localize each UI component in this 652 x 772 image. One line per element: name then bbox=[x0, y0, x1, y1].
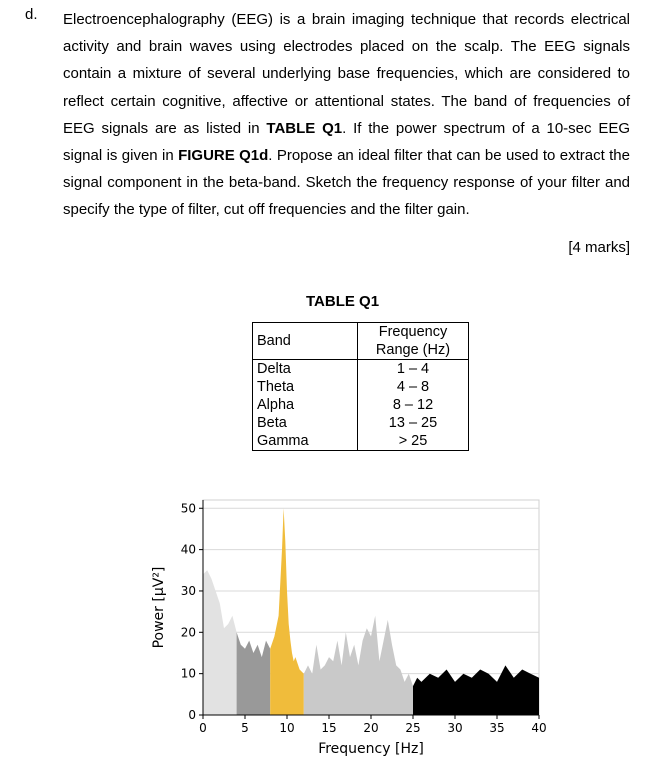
table-header-row bbox=[253, 323, 469, 360]
band-cell: Beta bbox=[253, 414, 358, 432]
x-tick-label: 35 bbox=[489, 721, 505, 735]
table-row bbox=[253, 432, 469, 451]
header-range bbox=[358, 323, 469, 360]
table-reference: TABLE Q1 bbox=[266, 119, 343, 137]
x-tick-label: 15 bbox=[321, 721, 337, 735]
x-tick-labels bbox=[199, 715, 546, 735]
range-cell: 4 – 8 bbox=[358, 378, 469, 396]
y-tick-label: 10 bbox=[180, 666, 196, 681]
table-title: TABLE Q1 bbox=[306, 293, 380, 310]
y-tick-label: 0 bbox=[188, 708, 196, 722]
x-tick-label: 40 bbox=[531, 721, 547, 735]
x-tick-label: 5 bbox=[241, 721, 249, 735]
power-spectrum-chart bbox=[140, 495, 560, 765]
y-tick-label: 20 bbox=[180, 625, 196, 640]
y-tick-labels bbox=[181, 501, 203, 722]
question-text bbox=[63, 6, 630, 224]
header-range-line1: Frequency bbox=[378, 324, 448, 340]
x-tick-label: 30 bbox=[447, 721, 463, 735]
x-tick-label: 0 bbox=[199, 721, 207, 735]
range-cell: 13 – 25 bbox=[358, 414, 469, 432]
table-row bbox=[253, 378, 469, 396]
x-tick-label: 10 bbox=[279, 721, 295, 735]
header-range-line2: Range (Hz) bbox=[375, 342, 451, 358]
question-label: d. bbox=[25, 6, 38, 23]
question-text-part: . Propose an ideal filter that can be used to extract the signal component in the beta-band. Sketch the frequency response of your filter and specify the type of filter, cut off frequencies and the filter gain. bbox=[63, 147, 630, 219]
range-cell: 1 – 4 bbox=[358, 360, 469, 379]
header-band: Band bbox=[253, 323, 358, 360]
y-tick-label: 30 bbox=[180, 583, 196, 598]
question-text-part: Electroencephalography (EEG) is a brain imaging technique that records electrical activity and brain waves using electrodes placed on the scalp. The EEG signals contain a mixture of several underlying base frequencies, which are considered to reflect certain cognitive, affective or attentional states. The band of frequencies of EEG signals are as listed in bbox=[63, 11, 630, 137]
band-cell: Alpha bbox=[253, 396, 358, 414]
marks-label: [4 marks] bbox=[568, 239, 630, 256]
question-text-part: . If the power spectrum of a 10-sec EEG signal is given in bbox=[63, 119, 631, 165]
band-cell: Gamma bbox=[253, 432, 358, 451]
y-axis-label: Power [μV²] bbox=[151, 566, 167, 649]
table-row bbox=[253, 360, 469, 379]
x-tick-label: 20 bbox=[363, 721, 379, 735]
y-tick-label: 50 bbox=[180, 501, 196, 516]
frequency-band-table bbox=[252, 322, 469, 451]
x-tick-label: 25 bbox=[405, 721, 421, 735]
range-cell: > 25 bbox=[358, 432, 469, 451]
table-row bbox=[253, 414, 469, 432]
table-row bbox=[253, 396, 469, 414]
x-axis-label: Frequency [Hz] bbox=[318, 741, 424, 757]
range-cell: 8 – 12 bbox=[358, 396, 469, 414]
y-tick-label: 40 bbox=[180, 542, 196, 557]
band-cell: Theta bbox=[253, 378, 358, 396]
band-cell: Delta bbox=[253, 360, 358, 379]
figure-reference: FIGURE Q1d bbox=[178, 147, 269, 165]
